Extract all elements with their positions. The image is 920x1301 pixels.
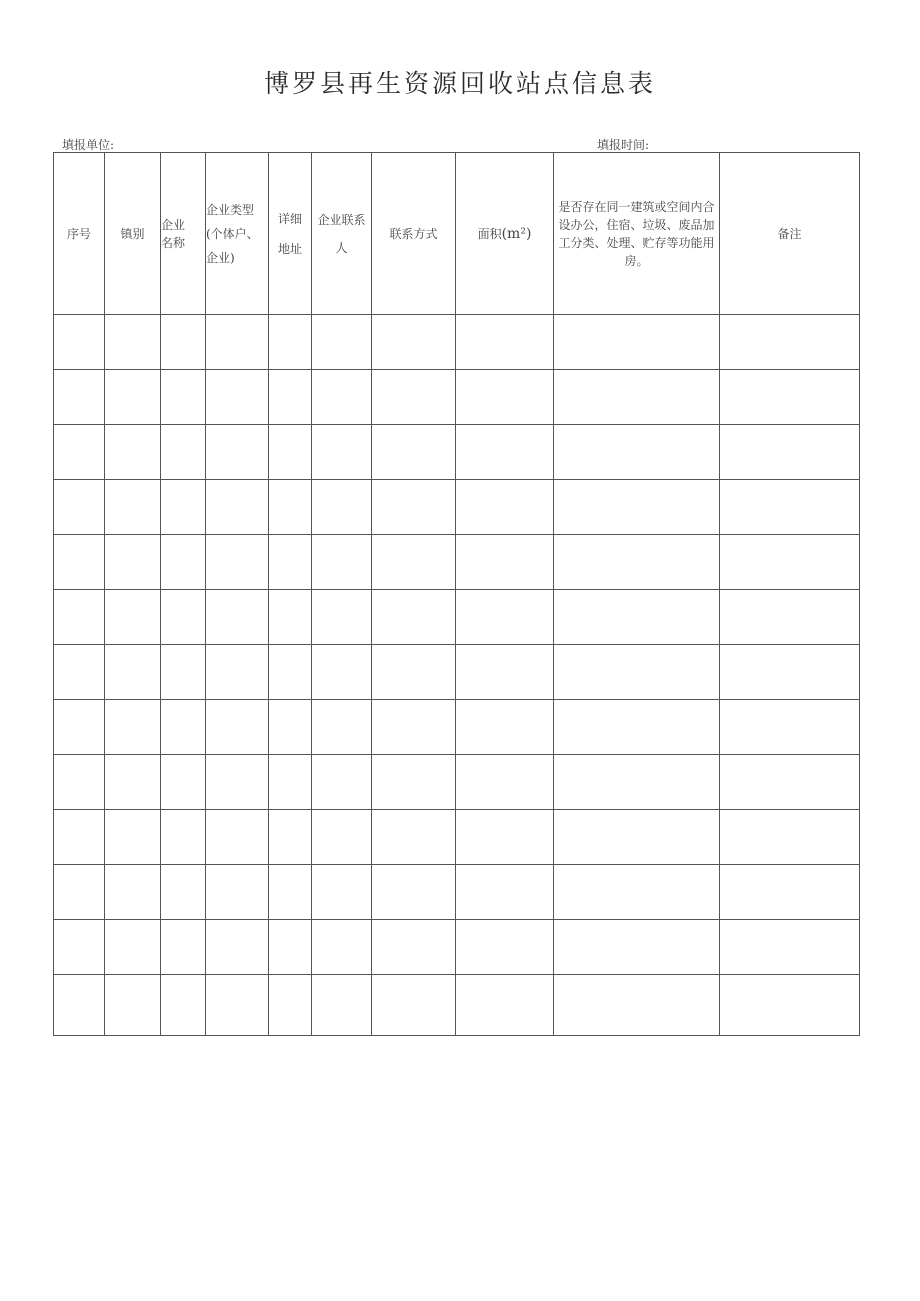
cell-remarks[interactable]	[720, 975, 860, 1036]
header-contact-method: 联系方式	[372, 153, 456, 315]
cell-contact-person[interactable]	[312, 535, 372, 590]
cell-remarks[interactable]	[720, 370, 860, 425]
cell-town[interactable]	[105, 755, 161, 810]
cell-address[interactable]	[269, 535, 312, 590]
cell-coexist[interactable]	[554, 535, 720, 590]
table-row	[54, 425, 860, 480]
header-company-type-line: 企业)	[206, 250, 235, 265]
cell-contact-method[interactable]	[372, 370, 456, 425]
cell-town[interactable]	[105, 590, 161, 645]
cell-town[interactable]	[105, 370, 161, 425]
cell-contact-method[interactable]	[372, 865, 456, 920]
cell-company-type[interactable]	[206, 315, 269, 370]
table-row	[54, 920, 860, 975]
cell-contact-method[interactable]	[372, 920, 456, 975]
cell-company-name[interactable]	[161, 315, 206, 370]
cell-town[interactable]	[105, 975, 161, 1036]
cell-seq[interactable]	[54, 810, 105, 865]
cell-seq[interactable]	[54, 700, 105, 755]
cell-contact-person[interactable]	[312, 700, 372, 755]
cell-contact-method[interactable]	[372, 810, 456, 865]
cell-coexist[interactable]	[554, 315, 720, 370]
cell-company-name[interactable]	[161, 535, 206, 590]
cell-coexist[interactable]	[554, 700, 720, 755]
cell-remarks[interactable]	[720, 865, 860, 920]
header-address	[269, 153, 312, 315]
header-company-name-line: 企业	[161, 217, 186, 232]
cell-area[interactable]	[456, 810, 554, 865]
header-company-type-line: (个体户、	[206, 226, 259, 241]
cell-company-name[interactable]	[161, 755, 206, 810]
cell-remarks[interactable]	[720, 425, 860, 480]
cell-remarks[interactable]	[720, 700, 860, 755]
cell-town[interactable]	[105, 425, 161, 480]
cell-contact-person[interactable]	[312, 920, 372, 975]
cell-area[interactable]	[456, 370, 554, 425]
header-coexist-question: 是否存在同一建筑或空间内合设办公，住宿、垃圾、废品加工分类、处理、贮存等功能用房。	[554, 153, 720, 315]
cell-contact-person[interactable]	[312, 810, 372, 865]
cell-company-type[interactable]	[206, 370, 269, 425]
cell-area[interactable]	[456, 700, 554, 755]
cell-address[interactable]	[269, 590, 312, 645]
cell-area[interactable]	[456, 920, 554, 975]
cell-seq[interactable]	[54, 645, 105, 700]
cell-remarks[interactable]	[720, 315, 860, 370]
header-area-unit: (m²)	[501, 225, 532, 242]
cell-company-name[interactable]	[161, 370, 206, 425]
cell-company-name[interactable]	[161, 975, 206, 1036]
cell-town[interactable]	[105, 535, 161, 590]
cell-coexist[interactable]	[554, 370, 720, 425]
fill-time-label: 填报时间:	[597, 138, 650, 152]
cell-town[interactable]	[105, 810, 161, 865]
cell-address[interactable]	[269, 755, 312, 810]
cell-seq[interactable]	[54, 315, 105, 370]
cell-contact-method[interactable]	[372, 315, 456, 370]
cell-seq[interactable]	[54, 480, 105, 535]
cell-town[interactable]	[105, 480, 161, 535]
header-contact-person	[312, 153, 372, 315]
table-row	[54, 370, 860, 425]
header-town: 镇别	[105, 153, 161, 315]
cell-area[interactable]	[456, 975, 554, 1036]
table-row	[54, 590, 860, 645]
header-seq: 序号	[54, 153, 105, 315]
cell-company-type[interactable]	[206, 425, 269, 480]
header-company-name-line: 名称	[161, 235, 186, 250]
header-area-label: 面积	[477, 226, 502, 241]
cell-seq[interactable]	[54, 590, 105, 645]
cell-coexist[interactable]	[554, 920, 720, 975]
cell-contact-method[interactable]	[372, 755, 456, 810]
table-row	[54, 315, 860, 370]
table-row	[54, 535, 860, 590]
table-row	[54, 755, 860, 810]
cell-contact-person[interactable]	[312, 975, 372, 1036]
cell-coexist[interactable]	[554, 480, 720, 535]
cell-remarks[interactable]	[720, 535, 860, 590]
filler-unit-label: 填报单位:	[62, 138, 115, 152]
cell-address[interactable]	[269, 920, 312, 975]
cell-remarks[interactable]	[720, 480, 860, 535]
cell-town[interactable]	[105, 920, 161, 975]
cell-address[interactable]	[269, 370, 312, 425]
cell-town[interactable]	[105, 865, 161, 920]
cell-company-type[interactable]	[206, 975, 269, 1036]
cell-company-name[interactable]	[161, 810, 206, 865]
header-address-line: 详细	[277, 211, 302, 226]
cell-address[interactable]	[269, 480, 312, 535]
cell-seq[interactable]	[54, 920, 105, 975]
cell-contact-method[interactable]	[372, 480, 456, 535]
cell-company-type[interactable]	[206, 810, 269, 865]
cell-remarks[interactable]	[720, 590, 860, 645]
header-contact-person-line: 企业联系	[317, 212, 366, 227]
cell-seq[interactable]	[54, 865, 105, 920]
cell-seq[interactable]	[54, 975, 105, 1036]
cell-company-type[interactable]	[206, 535, 269, 590]
table-row	[54, 975, 860, 1036]
cell-contact-method[interactable]	[372, 535, 456, 590]
table-row	[54, 700, 860, 755]
cell-remarks[interactable]	[720, 755, 860, 810]
cell-company-type[interactable]	[206, 480, 269, 535]
table-row	[54, 865, 860, 920]
cell-contact-method[interactable]	[372, 590, 456, 645]
cell-company-name[interactable]	[161, 425, 206, 480]
cell-address[interactable]	[269, 865, 312, 920]
cell-area[interactable]	[456, 480, 554, 535]
cell-coexist[interactable]	[554, 590, 720, 645]
cell-contact-method[interactable]	[372, 975, 456, 1036]
cell-address[interactable]	[269, 700, 312, 755]
cell-area[interactable]	[456, 590, 554, 645]
cell-address[interactable]	[269, 315, 312, 370]
cell-contact-person[interactable]	[312, 480, 372, 535]
cell-seq[interactable]	[54, 755, 105, 810]
table-row	[54, 480, 860, 535]
header-area	[456, 153, 554, 315]
cell-company-name[interactable]	[161, 920, 206, 975]
cell-contact-person[interactable]	[312, 645, 372, 700]
cell-company-type[interactable]	[206, 865, 269, 920]
header-company-type	[206, 153, 269, 315]
cell-company-type[interactable]	[206, 645, 269, 700]
cell-company-name[interactable]	[161, 480, 206, 535]
table-row	[54, 645, 860, 700]
cell-coexist[interactable]	[554, 425, 720, 480]
cell-area[interactable]	[456, 865, 554, 920]
header-contact-person-line: 人	[335, 240, 348, 255]
cell-town[interactable]	[105, 700, 161, 755]
cell-contact-person[interactable]	[312, 865, 372, 920]
cell-town[interactable]	[105, 645, 161, 700]
cell-company-type[interactable]	[206, 755, 269, 810]
cell-contact-person[interactable]	[312, 590, 372, 645]
cell-town[interactable]	[105, 315, 161, 370]
cell-company-type[interactable]	[206, 700, 269, 755]
cell-company-name[interactable]	[161, 645, 206, 700]
cell-coexist[interactable]	[554, 810, 720, 865]
cell-contact-person[interactable]	[312, 370, 372, 425]
cell-coexist[interactable]	[554, 755, 720, 810]
cell-company-type[interactable]	[206, 920, 269, 975]
cell-area[interactable]	[456, 535, 554, 590]
cell-address[interactable]	[269, 645, 312, 700]
cell-company-name[interactable]	[161, 700, 206, 755]
cell-area[interactable]	[456, 645, 554, 700]
cell-contact-method[interactable]	[372, 700, 456, 755]
cell-area[interactable]	[456, 425, 554, 480]
header-company-name	[161, 153, 206, 315]
cell-contact-person[interactable]	[312, 425, 372, 480]
cell-coexist[interactable]	[554, 975, 720, 1036]
cell-remarks[interactable]	[720, 920, 860, 975]
header-address-line: 地址	[277, 241, 302, 256]
cell-remarks[interactable]	[720, 810, 860, 865]
cell-contact-method[interactable]	[372, 645, 456, 700]
cell-seq[interactable]	[54, 425, 105, 480]
cell-area[interactable]	[456, 315, 554, 370]
cell-contact-person[interactable]	[312, 315, 372, 370]
cell-coexist[interactable]	[554, 645, 720, 700]
table-body	[54, 315, 860, 1036]
header-remarks: 备注	[720, 153, 860, 315]
table-row	[54, 810, 860, 865]
cell-company-name[interactable]	[161, 590, 206, 645]
cell-address[interactable]	[269, 810, 312, 865]
cell-area[interactable]	[456, 755, 554, 810]
info-table	[53, 152, 860, 1036]
cell-contact-method[interactable]	[372, 425, 456, 480]
cell-seq[interactable]	[54, 535, 105, 590]
cell-coexist[interactable]	[554, 865, 720, 920]
cell-address[interactable]	[269, 975, 312, 1036]
cell-contact-person[interactable]	[312, 755, 372, 810]
cell-address[interactable]	[269, 425, 312, 480]
cell-company-name[interactable]	[161, 865, 206, 920]
cell-seq[interactable]	[54, 370, 105, 425]
document-title: 博罗县再生资源回收站点信息表	[263, 69, 656, 98]
header-company-type-line: 企业类型	[206, 202, 255, 217]
header-row	[54, 153, 860, 315]
cell-remarks[interactable]	[720, 645, 860, 700]
cell-company-type[interactable]	[206, 590, 269, 645]
